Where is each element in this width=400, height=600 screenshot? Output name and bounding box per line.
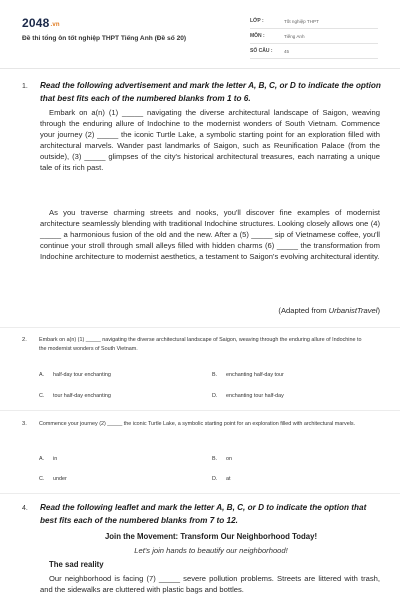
option-text: on: [226, 456, 232, 462]
logo-suffix: .vn: [50, 22, 60, 28]
passage-paragraph-1: [40, 107, 380, 174]
leaflet-title: Join the Movement: Transform Our Neighborhood Today!: [104, 532, 318, 541]
question-1: [22, 80, 382, 320]
leaflet-paragraph: [40, 573, 380, 595]
meta-row-question-count: [250, 44, 378, 59]
question-separator: [0, 410, 400, 411]
meta-row-class: [250, 14, 378, 29]
option-a[interactable]: [39, 456, 57, 462]
question-text: Commence your journey (2) _____ the iconic Turtle Lake, a symbolic starting point for an exploration filled with architectural marvels.: [39, 421, 356, 427]
source-prefix: (Adapted from: [278, 306, 329, 315]
question-number: 1.: [22, 83, 28, 90]
question-instruction: Read the following leaflet and mark the letter A, B, C, or D to indicate the option that best fits each of the numbered blanks from 7 to 12.: [40, 503, 367, 525]
question-number: 3.: [22, 421, 27, 427]
question-2: [22, 336, 382, 406]
option-d[interactable]: [212, 476, 231, 482]
option-text: at: [226, 476, 231, 482]
exam-title: Đề thi tổng ôn tốt nghiệp THPT Tiếng Anh (Đề số 20): [22, 35, 187, 42]
option-b[interactable]: [212, 456, 232, 462]
question-4: [22, 502, 382, 600]
option-letter: B.: [212, 456, 218, 462]
question-3: [22, 420, 382, 490]
option-d[interactable]: [212, 393, 284, 399]
meta-label: MÔN :: [250, 33, 265, 39]
question-separator: [0, 493, 400, 494]
option-letter: D.: [212, 393, 218, 399]
source-name: UrbanistTravel: [328, 306, 378, 315]
option-letter: C.: [39, 476, 45, 482]
question-text: Embark on a(n) (1) _____ navigating the diverse architectural landscape of Saigon, weaving through the enduring allure of Indochine to the modernist wonders of South Vietnam.: [39, 337, 362, 352]
exam-meta: [250, 14, 378, 59]
option-letter: D.: [212, 476, 218, 482]
option-text: under: [53, 476, 67, 482]
meta-label: SỐ CÂU :: [250, 48, 273, 54]
option-letter: A.: [39, 372, 45, 378]
option-letter: A.: [39, 456, 45, 462]
meta-value: Tốt nghiệp THPT: [284, 18, 319, 24]
option-text: in: [53, 456, 58, 462]
header-divider: [0, 68, 400, 69]
option-c[interactable]: [39, 476, 67, 482]
option-text: tour half-day enchanting: [53, 393, 111, 399]
option-a[interactable]: [39, 372, 111, 378]
logo-text: 2048: [22, 16, 50, 30]
option-c[interactable]: [39, 393, 111, 399]
passage-text: Embark on a(n) (1) _____ navigating the diverse architectural landscape of Saigon, weaving through the enduring allure of Indochine to the modernist wonders of South Vietnam. Commence your journey (2) _____ the iconic Turtle Lake, a symbolic starting point for an exploration filled with architectural marvels. Wander past landmarks of Saigon, such as Reunification Palace (from the outside), (3) _____ glimpses of the city's historical architectural treasures, each narrating a unique tale of its rich past.: [40, 108, 380, 173]
option-text: half-day tour enchanting: [53, 372, 111, 378]
question-number: 2.: [22, 337, 27, 343]
meta-row-subject: [250, 29, 378, 44]
option-letter: B.: [212, 372, 218, 378]
site-logo[interactable]: [22, 16, 60, 30]
meta-value: Tiếng Anh: [284, 33, 305, 39]
option-text: enchanting tour half-day: [226, 393, 284, 399]
passage-source: [278, 306, 380, 315]
question-number: 4.: [22, 505, 28, 512]
option-b[interactable]: [212, 372, 284, 378]
source-suffix: ): [377, 306, 380, 315]
question-instruction: Read the following advertisement and mark the letter A, B, C, or D to indicate the option that best fits each of the numbered blanks from 1 to 6.: [40, 81, 381, 103]
passage-paragraph-2: [40, 207, 380, 262]
leaflet-subtitle: Let's join hands to beautify our neighborhood!: [134, 546, 288, 555]
meta-value: 45: [284, 48, 290, 54]
leaflet-text: Our neighborhood is facing (7) _____ severe pollution problems. Streets are littered with trash, and the sidewalks are cluttered with plastic bags and bottles.: [40, 574, 380, 595]
option-letter: C.: [39, 393, 45, 399]
option-text: enchanting half-day tour: [226, 372, 284, 378]
question-separator: [0, 327, 400, 328]
passage-text: As you traverse charming streets and nooks, you'll discover fine examples of modernist architecture seamlessly blending with traditional Indochine structures. Looking closely allows one (4) _____ a harmonious fusion of the old and the new. After a (5) _____ sip of Vietnamese coffee, you'll continue your stroll through small alleys filled with hidden charms (6) _____ the transformation from Indochine architecture to modernist aesthetics, a testament to Saigon's evolving architectural identity.: [40, 208, 380, 262]
leaflet-subheading: The sad reality: [49, 560, 104, 569]
page-header: [0, 0, 400, 68]
meta-label: LỚP :: [250, 18, 264, 24]
